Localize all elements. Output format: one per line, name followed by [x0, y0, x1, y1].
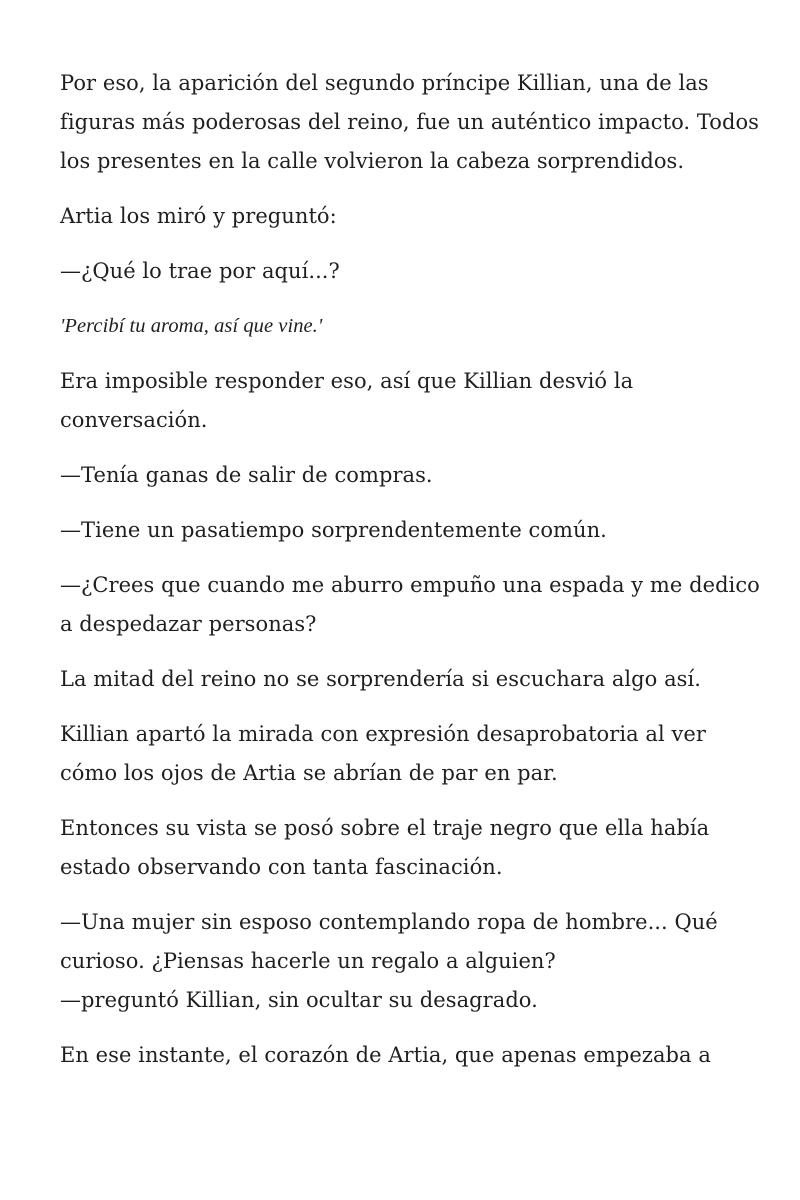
- dialogue-shopping: —Tenía ganas de salir de compras.: [60, 463, 433, 487]
- paragraph-9: La mitad del reino no se sorprendería si escuchara algo así.: [60, 667, 701, 691]
- paragraph-1: Por eso, la aparición del segundo príncipe Killian, una de las figuras más poderosas del reino, fue un auténtico impacto. Todos los presentes en la calle volvieron la cabeza sorprendidos.: [60, 71, 759, 173]
- inner-thought: 'Percibí tu aroma, así que vine.': [60, 315, 323, 337]
- paragraph-11: Entonces su vista se posó sobre el traje negro que ella había estado observando con tanta fascinación.: [60, 816, 710, 879]
- paragraph-10: Killian apartó la mirada con expresión desaprobatoria al ver cómo los ojos de Artia se abrían de par en par.: [60, 722, 706, 785]
- dialogue-sword: —¿Crees que cuando me aburro empuño una espada y me dedico a despedazar personas?: [60, 573, 760, 636]
- dialogue-gift: —Una mujer sin esposo contemplando ropa de hombre... Qué curioso. ¿Piensas hacerle un regalo a alguien?: [60, 910, 718, 973]
- document-page: [60, 64, 760, 1091]
- dialogue-question: —¿Qué lo trae por aquí...?: [60, 259, 340, 283]
- paragraph-2: Artia los miró y preguntó:: [60, 204, 337, 228]
- paragraph-14: En ese instante, el corazón de Artia, que apenas empezaba a: [60, 1043, 711, 1067]
- dialogue-hobby: —Tiene un pasatiempo sorprendentemente común.: [60, 518, 607, 542]
- paragraph-5: Era imposible responder eso, así que Killian desvió la conversación.: [60, 369, 634, 432]
- dialogue-tag: —preguntó Killian, sin ocultar su desagrado.: [60, 988, 538, 1012]
